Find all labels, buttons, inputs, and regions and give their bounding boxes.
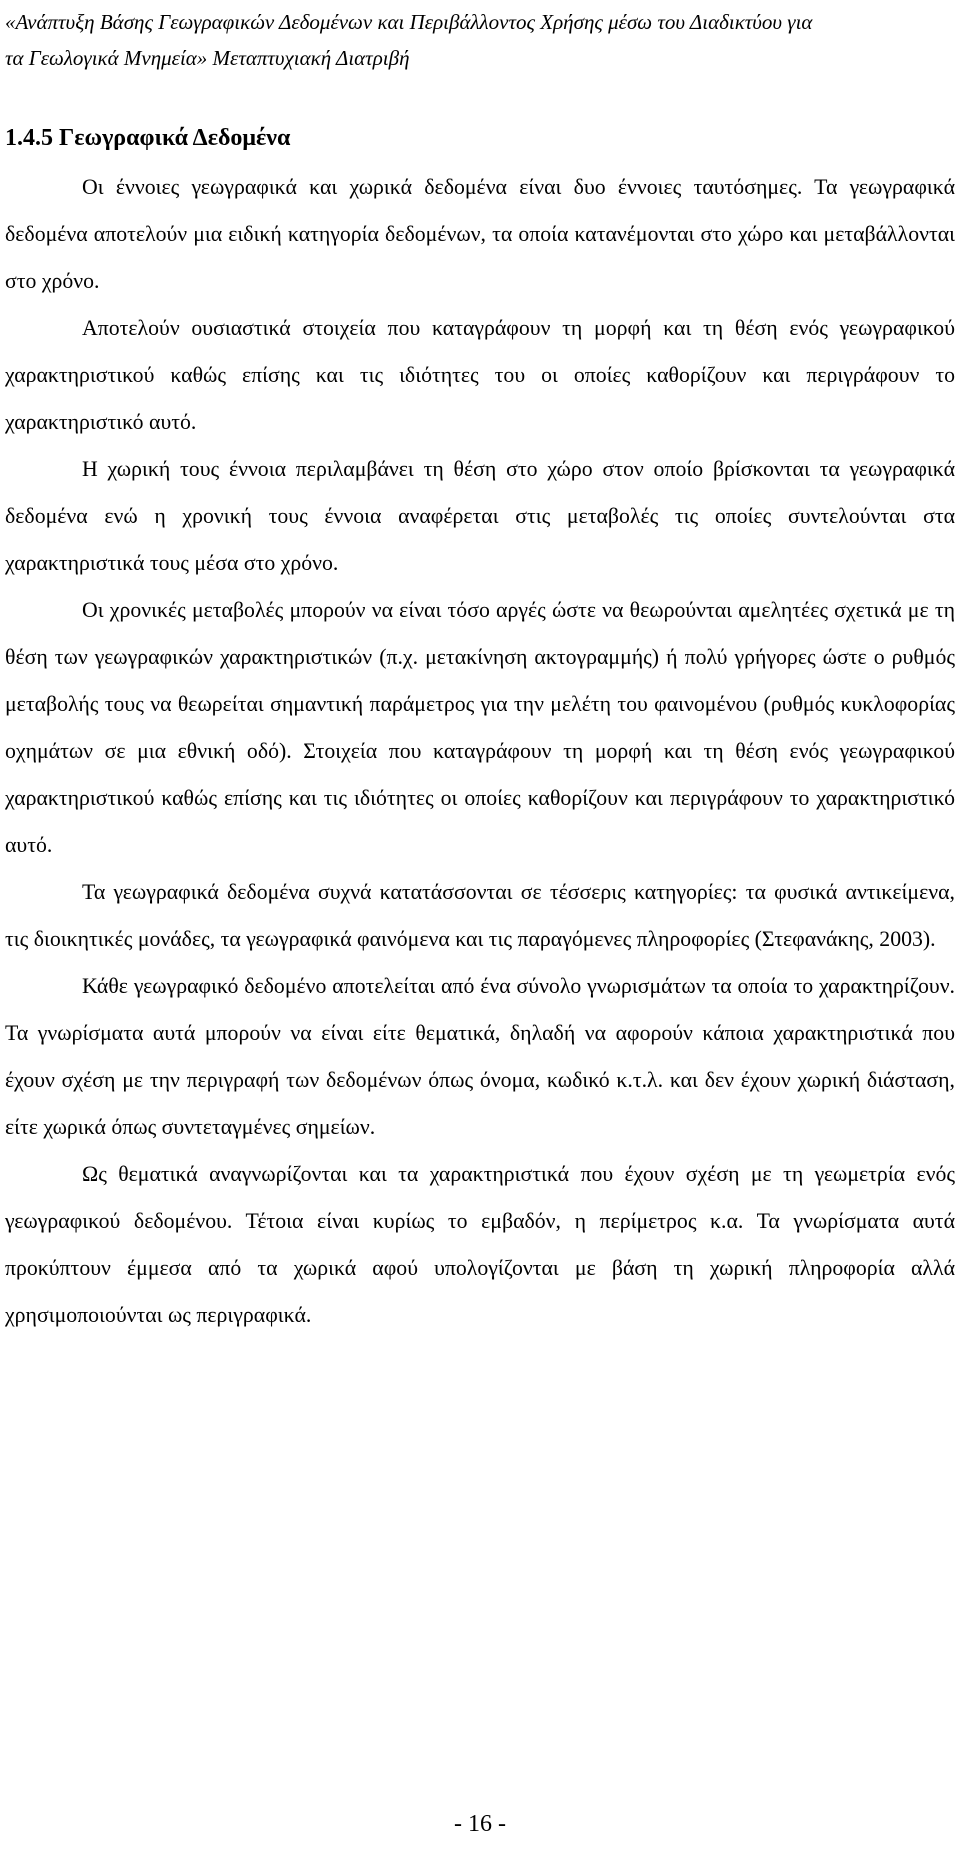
running-header-line-1: «Ανάπτυξη Βάσης Γεωγραφικών Δεδομένων και Περιβάλλοντος Χρήσης μέσω του Διαδικτύου για (5, 10, 813, 34)
paragraph: Τα γεωγραφικά δεδομένα συχνά κατατάσσονται σε τέσσερις κατηγορίες: τα φυσικά αντικείμενα, τις διοικητικές μονάδες, τα γεωγραφικά φαινόμενα και τις παραγόμενες πληροφορίες (Στεφανάκης, 2003). (5, 880, 955, 951)
paragraph: Κάθε γεωγραφικό δεδομένο αποτελείται από ένα σύνολο γνωρισμάτων τα οποία το χαρακτηρίζουν. Τα γνωρίσματα αυτά μπορούν να είναι είτε θεματικά, δηλαδή να αφορούν κάποια χαρακτηριστικά που έχουν σχέση με την περιγραφή των δεδομένων όπως όνομα, κωδικό κ.τ.λ. και δεν έχουν χωρική διάσταση, είτε χωρικά όπως συντεταγμένες σημείων. (5, 974, 955, 1139)
paragraph: Αποτελούν ουσιαστικά στοιχεία που καταγράφουν τη μορφή και τη θέση ενός γεωγραφικού χαρακτηριστικού καθώς επίσης και τις ιδιότητες του οι οποίες καθορίζουν και περιγράφουν το χαρακτηριστικό αυτό. (5, 316, 955, 434)
paragraph: Οι χρονικές μεταβολές μπορούν να είναι τόσο αργές ώστε να θεωρούνται αμελητέες σχετικά με τη θέση των γεωγραφικών χαρακτηριστικών (π.χ. μετακίνηση ακτογραμμής) ή πολύ γρήγορες ώστε ο ρυθμός μεταβολής τους να θεωρείται σημαντική παράμετρος για την μελέτη του φαινομένου (ρυθμός κυκλοφορίας οχημάτων σε μια εθνική οδό). Στοιχεία που καταγράφουν τη μορφή και τη θέση ενός γεωγραφικού χαρακτηριστικού καθώς επίσης και τις ιδιότητες οι οποίες καθορίζουν και περιγράφουν το χαρακτηριστικό αυτό. (5, 598, 955, 857)
section-heading: 1.4.5 Γεωγραφικά Δεδομένα (5, 125, 291, 151)
running-header-line-2: τα Γεωλογικά Μνημεία» Μεταπτυχιακή Διατριβή (5, 46, 410, 70)
page-number: - 16 - (454, 1811, 506, 1837)
paragraph: Η χωρική τους έννοια περιλαμβάνει τη θέση στο χώρο στον οποίο βρίσκονται τα γεωγραφικά δεδομένα ενώ η χρονική τους έννοια αναφέρεται στις μεταβολές τις οποίες συντελούνται στα χαρακτηριστικά τους μέσα στο χρόνο. (5, 457, 955, 575)
paragraph: Οι έννοιες γεωγραφικά και χωρικά δεδομένα είναι δυο έννοιες ταυτόσημες. Τα γεωγραφικά δεδομένα αποτελούν μια ειδική κατηγορία δεδομένων, τα οποία κατανέμονται στο χώρο και μεταβάλλονται στο χρόνο. (5, 175, 955, 293)
section-body (5, 164, 955, 1339)
paragraph: Ως θεματικά αναγνωρίζονται και τα χαρακτηριστικά που έχουν σχέση με τη γεωμετρία ενός γεωγραφικού δεδομένου. Τέτοια είναι κυρίως το εμβαδόν, η περίμετρος κ.α. Τα γνωρίσματα αυτά προκύπτουν έμμεσα από τα χωρικά αφού υπολογίζονται με βάση τη χωρική πληροφορία αλλά χρησιμοποιούνται ως περιγραφικά. (5, 1162, 955, 1327)
running-header (5, 4, 955, 76)
